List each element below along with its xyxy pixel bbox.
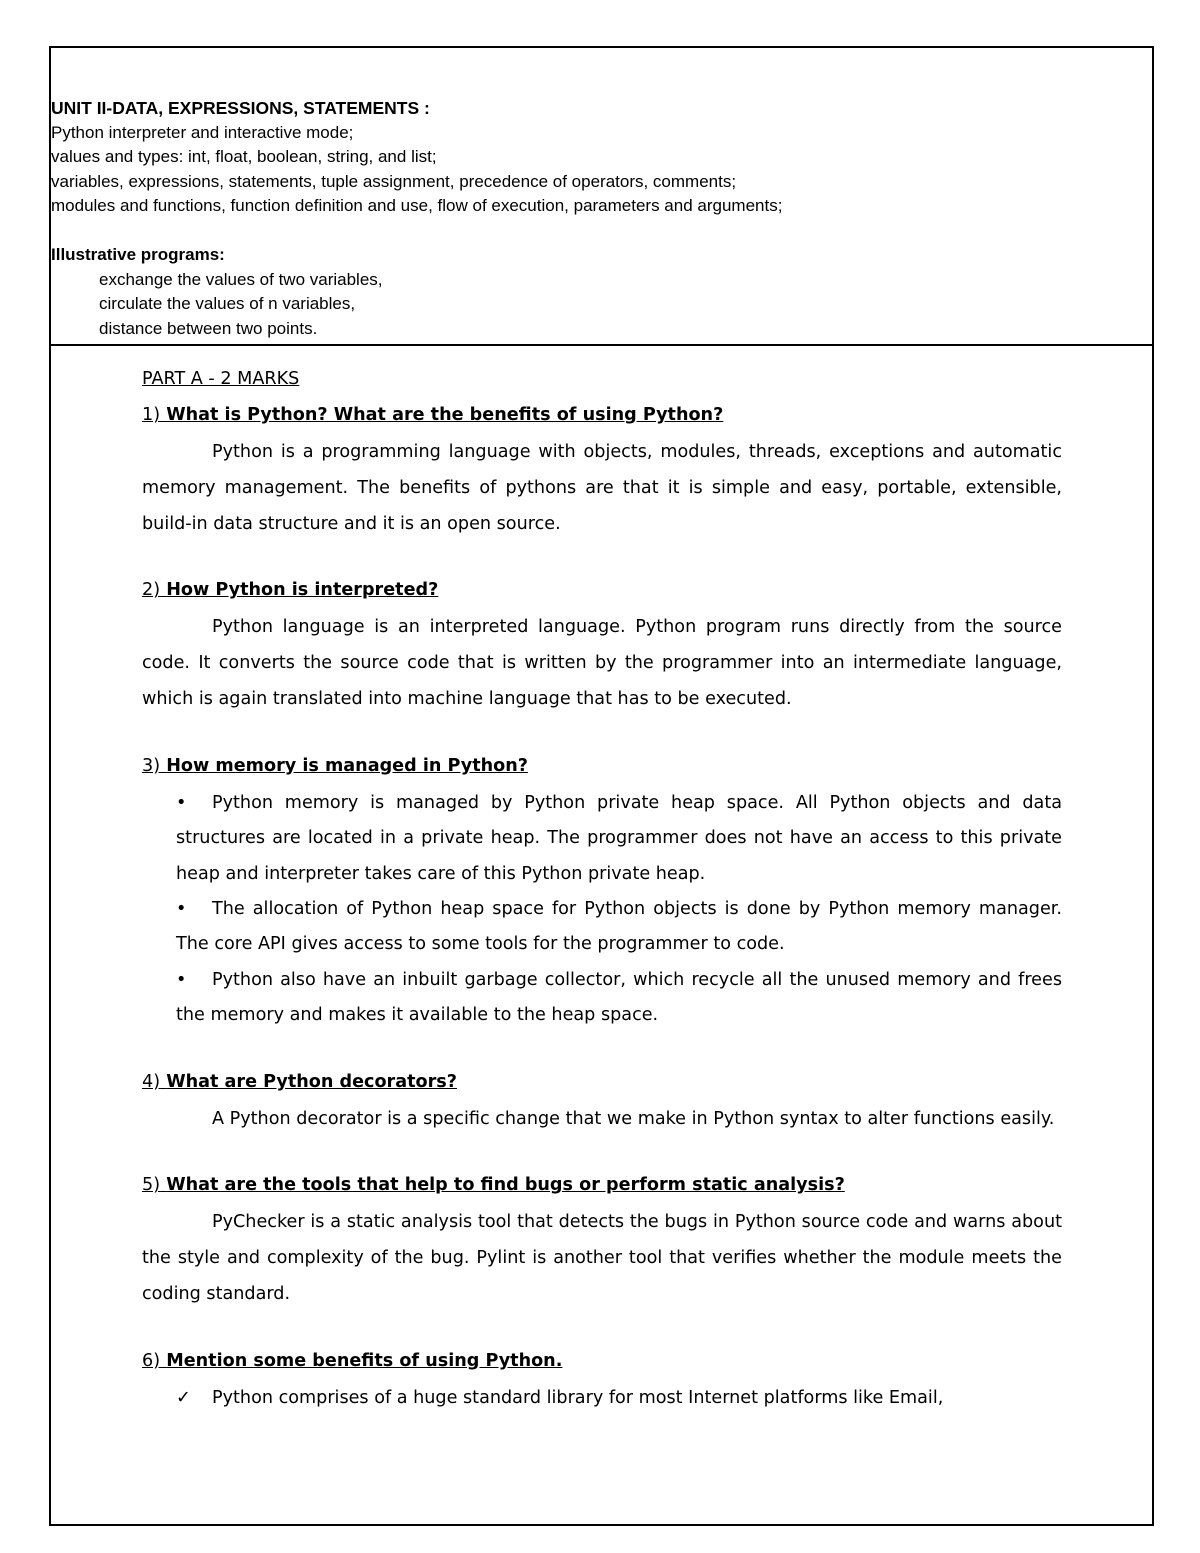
question-title (142, 752, 1062, 780)
question-text: Mention some benefits of using Python. (166, 1350, 563, 1371)
illustrative-program-item: circulate the values of n variables, (99, 294, 356, 314)
question-number: 3) (142, 755, 161, 776)
checkmark-icon: ✓ (176, 1387, 191, 1408)
question-number: 5) (142, 1175, 161, 1196)
answer-paragraph: A Python decorator is a specific change that we make in Python syntax to alter functions easily. (212, 1108, 1055, 1129)
question-text: How Python is interpreted? (166, 580, 439, 601)
bullet-item (176, 786, 1062, 892)
bullet-icon: • (176, 969, 187, 990)
bullet-icon: • (176, 899, 187, 919)
unit-title: UNIT II-DATA, EXPRESSIONS, STATEMENTS : (51, 98, 430, 118)
bullet-text: Python also have an inbuilt garbage collector, which recycle all the unused memory and frees the memory and makes it available to the heap space. (176, 969, 1062, 1026)
question-text: How memory is managed in Python? (166, 755, 528, 776)
bullet-text: The allocation of Python heap space for Python objects is done by Python memory manager. The core API gives access to some tools for the programmer to code. (176, 899, 1062, 955)
bullet-item (176, 892, 1062, 963)
syllabus-topic: variables, expressions, statements, tuple assignment, precedence of operators, comments; (51, 171, 737, 191)
questions-section (142, 365, 1062, 1416)
question-title (142, 1068, 1062, 1096)
bullet-list (142, 786, 1062, 1034)
syllabus-topic: modules and functions, function definition and use, flow of execution, parameters and arguments; (51, 196, 783, 216)
check-list (142, 1381, 1062, 1416)
bullet-text: Python memory is managed by Python private heap space. All Python objects and data structures are located in a private heap. The programmer does not have an access to this private heap and interpreter takes care of this Python private heap. (176, 792, 1062, 884)
question-title (142, 1171, 1062, 1199)
question-number: 1) (142, 405, 161, 425)
answer-paragraph: Python is a programming language with objects, modules, threads, exceptions and automatic memory management. The benefits of pythons are that it is simple and easy, portable, extensible, build-in data structure and it is an open source. (142, 442, 1062, 534)
illustrative-program-item: distance between two points. (99, 318, 318, 338)
answer-paragraph: Python language is an interpreted language. Python program runs directly from the source code. It converts the source code that is written by the programmer into an intermediate language, which is again translated into machine language that has to be executed. (142, 617, 1062, 709)
bullet-item (176, 963, 1062, 1034)
section-divider (49, 344, 1154, 346)
question-number: 4) (142, 1071, 161, 1092)
illustrative-program-item: exchange the values of two variables, (99, 269, 383, 289)
syllabus-topic: values and types: int, float, boolean, string, and list; (51, 147, 437, 167)
answer-paragraph: PyChecker is a static analysis tool that detects the bugs in Python source code and warns about the style and complexity of the bug. Pylint is another tool that verifies whether the module meets the coding standard. (142, 1212, 1062, 1305)
question-number: 2) (142, 580, 161, 601)
bullet-icon: • (176, 792, 187, 813)
part-title: PART A - 2 MARKS (142, 369, 300, 389)
question-text: What are Python decorators? (166, 1071, 457, 1092)
syllabus-topic: Python interpreter and interactive mode; (51, 122, 354, 142)
question-text: What are the tools that help to find bugs or perform static analysis? (166, 1175, 845, 1196)
question-title (142, 576, 1062, 604)
syllabus-box (51, 96, 1141, 341)
question-text: What is Python? What are the benefits of using Python? (166, 405, 724, 425)
check-text: Python comprises of a huge standard library for most Internet platforms like Email, (212, 1387, 944, 1408)
question-title (142, 1347, 1062, 1375)
question-title (142, 401, 1062, 429)
question-number: 6) (142, 1350, 161, 1371)
illustrative-programs-title: Illustrative programs: (51, 244, 225, 264)
check-item (176, 1381, 1062, 1416)
spacer (51, 219, 1141, 243)
